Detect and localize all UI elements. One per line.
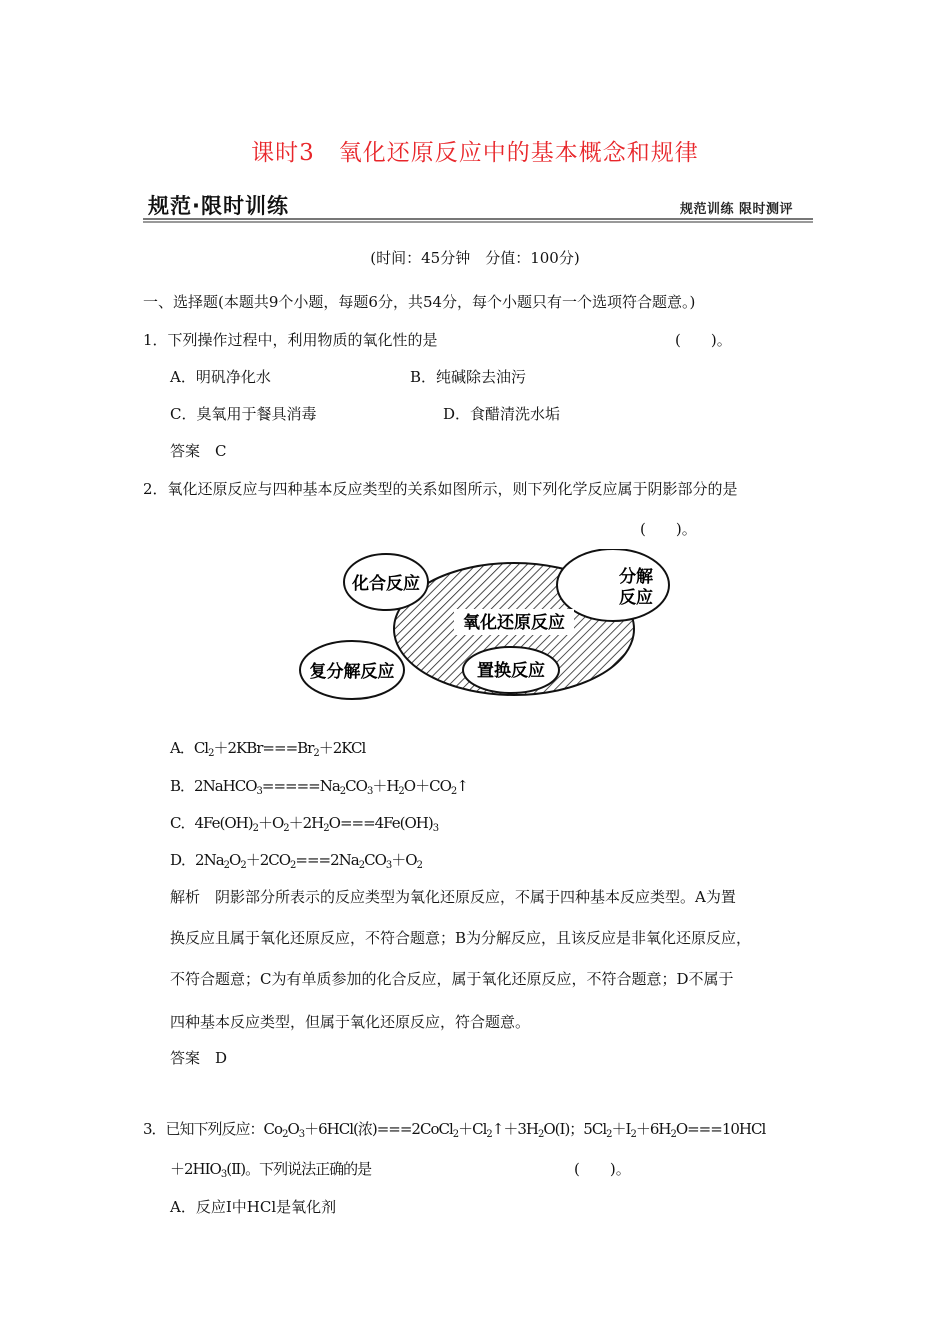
- q2-answer-paren: ( )。: [640, 520, 697, 538]
- q1-answer: 答案 C: [170, 442, 227, 460]
- banner-rule: [143, 218, 813, 223]
- q2-analysis-line4: 四种基本反应类型，但属于氧化还原反应，符合题意。: [170, 1013, 531, 1031]
- q1-option-b: B．纯碱除去油污: [410, 368, 527, 386]
- q3-stem-line1: 3．已知下列反应：$Co_2O_3+6HCl$(浓)$===2CoCl_2+Cl_2↑+3H_2O(Ⅰ)$；$5Cl_2+I_2+6H_2O===10HCl$: [143, 1120, 766, 1140]
- q2-option-d: D．$2Na_2O_2+2CO_2===2Na_2CO_3+O_2$: [170, 851, 422, 871]
- label-combination: 化合反应: [352, 574, 420, 594]
- q1-option-d: D．食醋清洗水垢: [443, 405, 561, 423]
- banner-right-label: 规范训练 限时测评: [679, 202, 793, 217]
- q3-stem-line2: $+2HIO_3(Ⅱ)$。下列说法正确的是: [170, 1160, 372, 1180]
- q1-stem: 1．下列操作过程中，利用物质的氧化性的是: [143, 331, 438, 349]
- banner-left-label: 规范·限时训练: [148, 194, 289, 218]
- q2-option-b: B．$2NaHCO_3=====Na_2CO_3+H_2O+CO_2↑$: [170, 777, 468, 797]
- page-title: 课时3 氧化还原反应中的基本概念和规律: [251, 140, 699, 166]
- q2-analysis-line3: 不符合题意；C为有单质参加的化合反应，属于氧化还原反应，不符合题意；D不属于: [170, 970, 734, 988]
- q2-answer: 答案 D: [170, 1049, 228, 1067]
- label-decomposition-line1: 分解: [619, 567, 653, 587]
- q3-option-a: A．反应Ⅰ中HCl是氧化剂: [170, 1198, 337, 1216]
- q2-option-a: A．$Cl_2+2KBr===Br_2+2KCl$: [170, 739, 366, 759]
- section-banner: [143, 188, 813, 224]
- q2-stem: 2．氧化还原反应与四种基本反应类型的关系如图所示，则下列化学反应属于阴影部分的是: [143, 480, 738, 498]
- time-info: (时间：45分钟 分值：100分): [370, 249, 580, 267]
- q1-option-c: C．臭氧用于餐具消毒: [170, 405, 317, 423]
- q1-option-a: A．明矾净化水: [170, 368, 271, 386]
- q3-answer-paren: ( )。: [574, 1160, 631, 1178]
- q1-answer-paren: ( )。: [675, 331, 732, 349]
- label-redox: 氧化还原反应: [463, 613, 565, 633]
- q2-analysis-line2: 换反应且属于氧化还原反应，不符合题意；B为分解反应，且该反应是非氧化还原反应，: [170, 929, 752, 947]
- label-replacement: 置换反应: [477, 661, 545, 681]
- label-double-replacement: 复分解反应: [309, 662, 395, 682]
- q2-option-c: C．$4Fe(OH)_2+O_2+2H_2O===4Fe(OH)_3$: [170, 814, 439, 834]
- label-decomposition-line2: 反应: [619, 588, 653, 608]
- reaction-venn-diagram: [296, 549, 676, 709]
- section-heading: 一、选择题(本题共9个小题，每题6分，共54分，每个小题只有一个选项符合题意。): [143, 293, 696, 311]
- q2-analysis-line1: 解析 阴影部分所表示的反应类型为氧化还原反应，不属于四种基本反应类型。A为置: [170, 888, 736, 906]
